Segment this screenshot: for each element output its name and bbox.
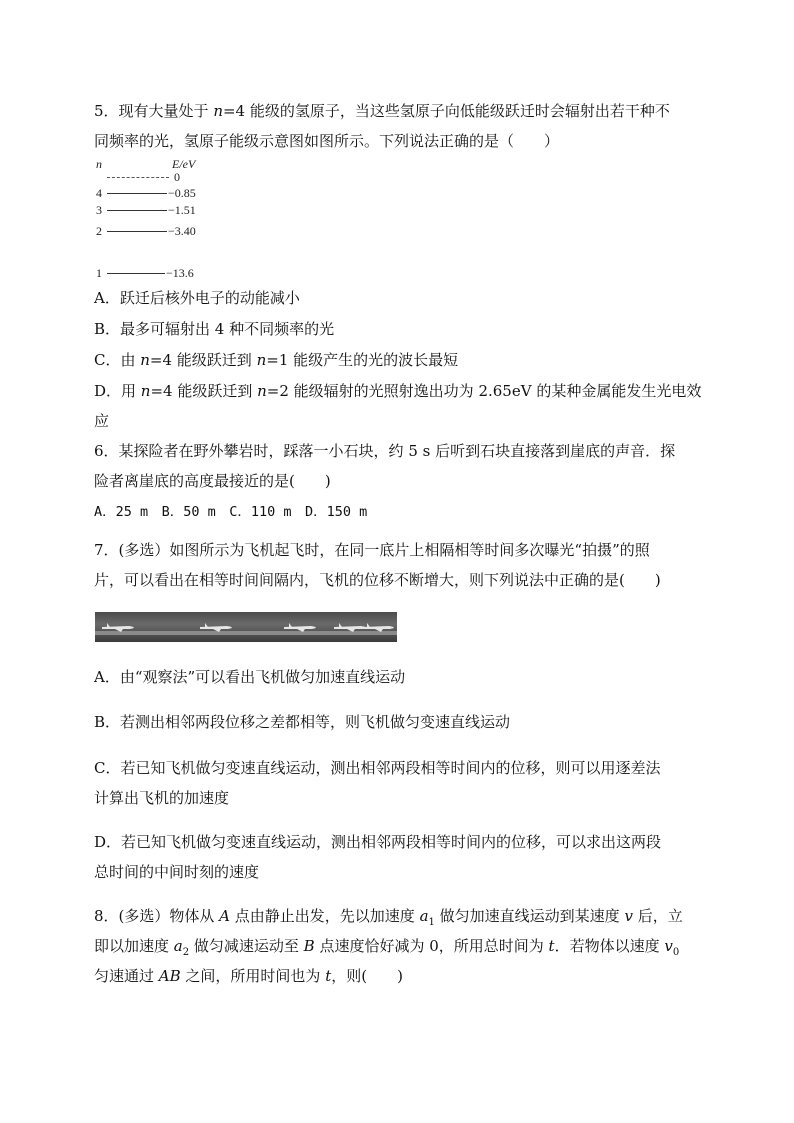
q5-stem-line-2: 同频率的光，氢原子能级示意图如图所示。下列说法正确的是（ ） [94,132,560,150]
diagram-energy-label: E/eV [172,157,196,171]
q5-option-d-line-2: 应 [94,412,110,430]
level-energy-3: −1.51 [168,203,196,217]
airplane-multi-exposure-photo [95,612,397,642]
q7-option-d-line-1: D．若已知飞机做匀变速直线运动，测出相邻两段相等时间内的位移，可以求出这两段 [94,833,662,851]
level-energy-4: −0.85 [168,186,196,200]
level-line-4 [107,193,167,194]
level-line-2 [107,231,167,232]
level-line-infinity [107,177,169,178]
q7-option-b: B．若测出相邻两段位移之差都相等，则飞机做匀变速直线运动 [94,713,511,731]
level-n-4: 4 [96,186,102,200]
level-n-3: 3 [96,203,102,217]
q5-option-d-line-1: D．用 n=4 能级跃迁到 n=2 能级辐射的光照射逸出功为 2.65eV 的某种金属能发生光电效 [94,382,702,400]
q5-option-b: B．最多可辐射出 4 种不同频率的光 [94,320,335,338]
q6-stem-line-1: 6．某探险者在野外攀岩时，踩落一小石块，约 5 s 后听到石块直接落到崖底的声音．探 [94,442,676,460]
q7-option-c-line-2: 计算出飞机的加速度 [94,789,230,807]
level-line-1 [107,273,165,274]
q7-stem-line-2: 片，可以看出在相等时间间隔内，飞机的位移不断增大，则下列说法中正确的是( ) [94,571,661,589]
diagram-n-label: n [96,157,102,171]
q7-option-c-line-1: C．若已知飞机做匀变速直线运动，测出相邻两段相等时间内的位移，则可以用逐差法 [94,759,661,777]
q8-stem-line-3: 匀速通过 AB 之间，所用时间也为 t，则( ) [94,967,403,985]
q5-option-c: C．由 n=4 能级跃迁到 n=1 能级产生的光的波长最短 [94,351,459,369]
q6-options: A．25 m B．50 m C．110 m D．150 m [94,504,368,520]
level-n-1: 1 [96,266,102,280]
q6-stem-line-2: 险者离崖底的高度最接近的是( ) [94,472,331,490]
level-energy-2: −3.40 [168,224,196,238]
level-energy-infinity: 0 [174,170,180,184]
q7-stem-line-1: 7．(多选）如图所示为飞机起飞时，在同一底片上相隔相等时间多次曝光“拍摄”的照 [94,541,650,559]
airplane-icon [101,621,135,633]
q5-option-a: A．跃迁后核外电子的动能减小 [94,289,300,307]
level-line-3 [107,210,167,211]
q7-option-a: A．由“观察法”可以看出飞机做匀加速直线运动 [94,668,406,686]
level-n-2: 2 [96,224,102,238]
q7-option-d-line-2: 总时间的中间时刻的速度 [94,863,260,881]
level-energy-1: −13.6 [166,266,194,280]
energy-level-diagram [92,158,312,280]
airplane-icon [283,621,317,633]
airplane-icon [361,621,395,633]
q8-stem-line-1: 8．(多选）物体从 A 点由静止出发，先以加速度 $a_1$ 做匀加速直线运动到某速度 v 后，立 [94,907,683,928]
q5-stem-line-1: 5．现有大量处于 n=4 能级的氢原子，当这些氢原子向低能级跃迁时会辐射出若干种不 [94,102,670,120]
q8-stem-line-2: 即以加速度 $a_2$ 做匀减速运动至 B 点速度恰好减为 0，所用总时间为 t．若物体以速度 $v_0$ [94,937,680,958]
airplane-icon [199,621,233,633]
